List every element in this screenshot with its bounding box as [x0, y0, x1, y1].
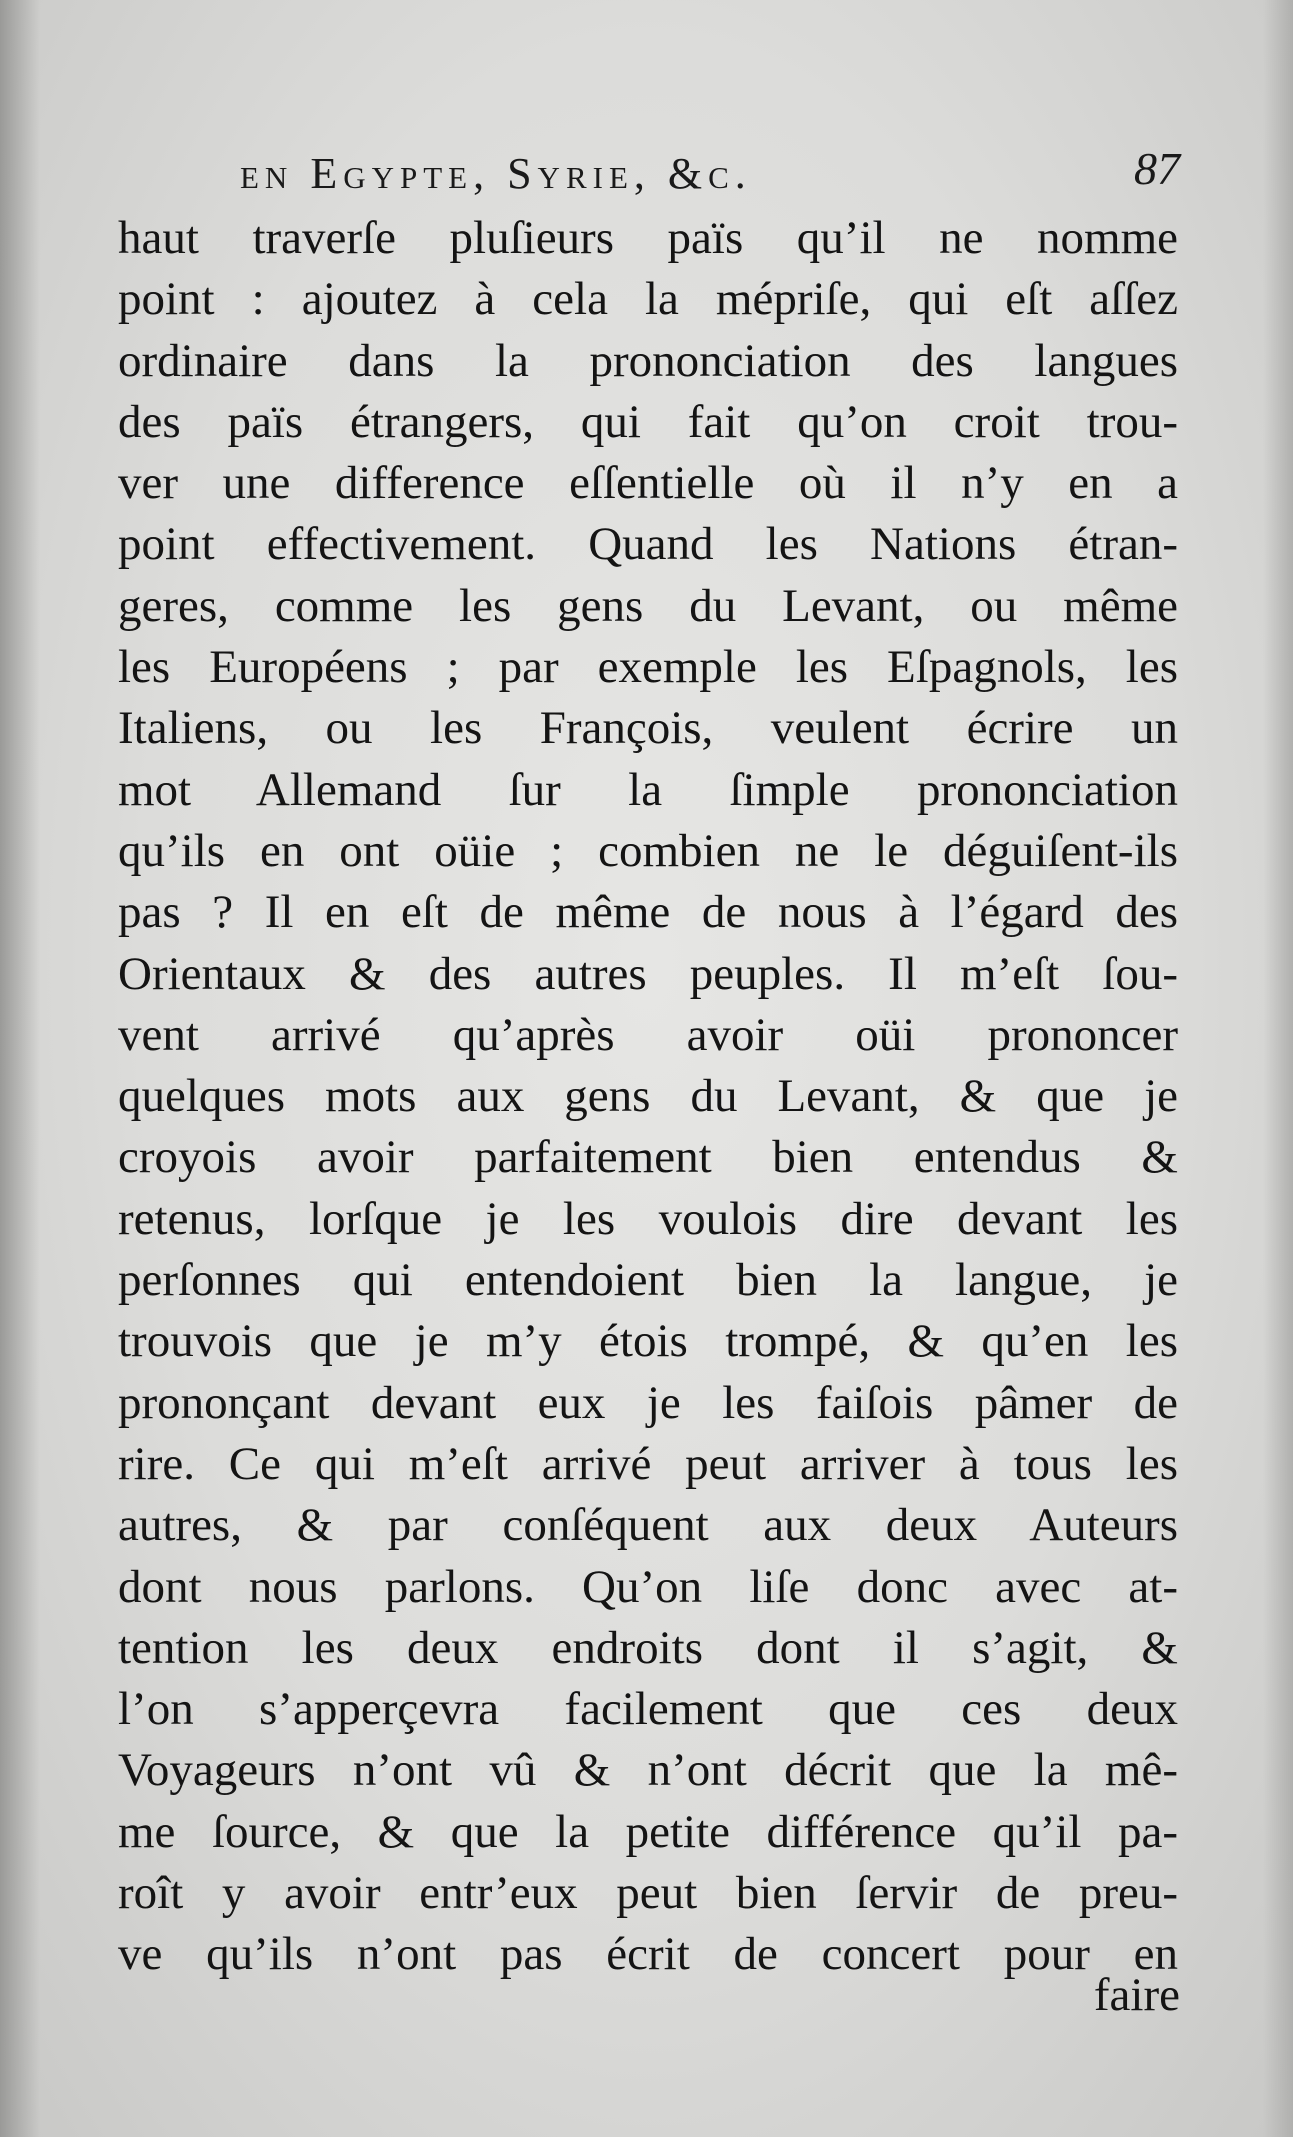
- text-line: trouvois que je m’y étois trompé, & qu’en les: [118, 1315, 1178, 1368]
- text-line: ve qu’ils n’ont pas écrit de concert pour en: [118, 1928, 1178, 1981]
- page-number: 87: [1134, 143, 1180, 194]
- body-text: [118, 208, 1178, 1986]
- text-line: ver une difference eſſentielle où il n’y en a: [118, 457, 1178, 510]
- text-line: Orientaux & des autres peuples. Il m’eſt ſou-: [118, 947, 1178, 1000]
- text-line: retenus, lorſque je les voulois dire devant les: [118, 1192, 1178, 1245]
- text-line: vent arrivé qu’après avoir oüi prononcer: [118, 1008, 1178, 1061]
- text-line: qu’ils en ont oüie ; combien ne le déguiſent-ils: [118, 824, 1178, 877]
- text-line: prononçant devant eux je les faiſois pâmer de: [118, 1376, 1178, 1429]
- text-line: haut traverſe pluſieurs païs qu’il ne nomme: [118, 212, 1178, 264]
- text-line: point effectivement. Quand les Nations étran-: [118, 518, 1178, 571]
- text-line: croyois avoir parfaitement bien entendus &: [118, 1131, 1178, 1184]
- text-line: Voyageurs n’ont vû & n’ont décrit que la mê-: [118, 1744, 1178, 1797]
- text-line: des païs étrangers, qui fait qu’on croit trou-: [118, 395, 1178, 448]
- text-line: me ſource, & que la petite différence qu’il pa-: [118, 1805, 1178, 1858]
- text-line: pas ? Il en eſt de même de nous à l’égard des: [118, 886, 1178, 939]
- text-line: roît y avoir entr’eux peut bien ſervir de preu-: [118, 1867, 1178, 1920]
- text-line: point : ajoutez à cela la mépriſe, qui eſt aſſez: [118, 273, 1178, 326]
- text-line: ordinaire dans la prononciation des langues: [118, 334, 1178, 387]
- catchword: faire: [1093, 1969, 1180, 2021]
- text-line: les Européens ; par exemple les Eſpagnols, les: [118, 641, 1178, 694]
- text-line: l’on s’apperçevra facilement que ces deux: [118, 1683, 1178, 1736]
- text-line: dont nous parlons. Qu’on liſe donc avec at-: [118, 1560, 1178, 1613]
- text-line: tention les deux endroits dont il s’agit, &: [118, 1621, 1178, 1674]
- text-line: quelques mots aux gens du Levant, & que je: [118, 1070, 1178, 1123]
- text-line: rire. Ce qui m’eſt arrivé peut arriver à tous les: [118, 1437, 1178, 1490]
- running-title: en Egypte, Syrie, &c.: [240, 149, 752, 198]
- text-line: Italiens, ou les François, veulent écrire un: [118, 702, 1178, 755]
- running-head: [240, 143, 1180, 208]
- text-line: autres, & par conſéquent aux deux Auteurs: [118, 1499, 1178, 1552]
- text-line: perſonnes qui entendoient bien la langue, je: [118, 1254, 1178, 1307]
- text-line: mot Allemand ſur la ſimple prononciation: [118, 763, 1178, 816]
- text-line: geres, comme les gens du Levant, ou même: [118, 579, 1178, 632]
